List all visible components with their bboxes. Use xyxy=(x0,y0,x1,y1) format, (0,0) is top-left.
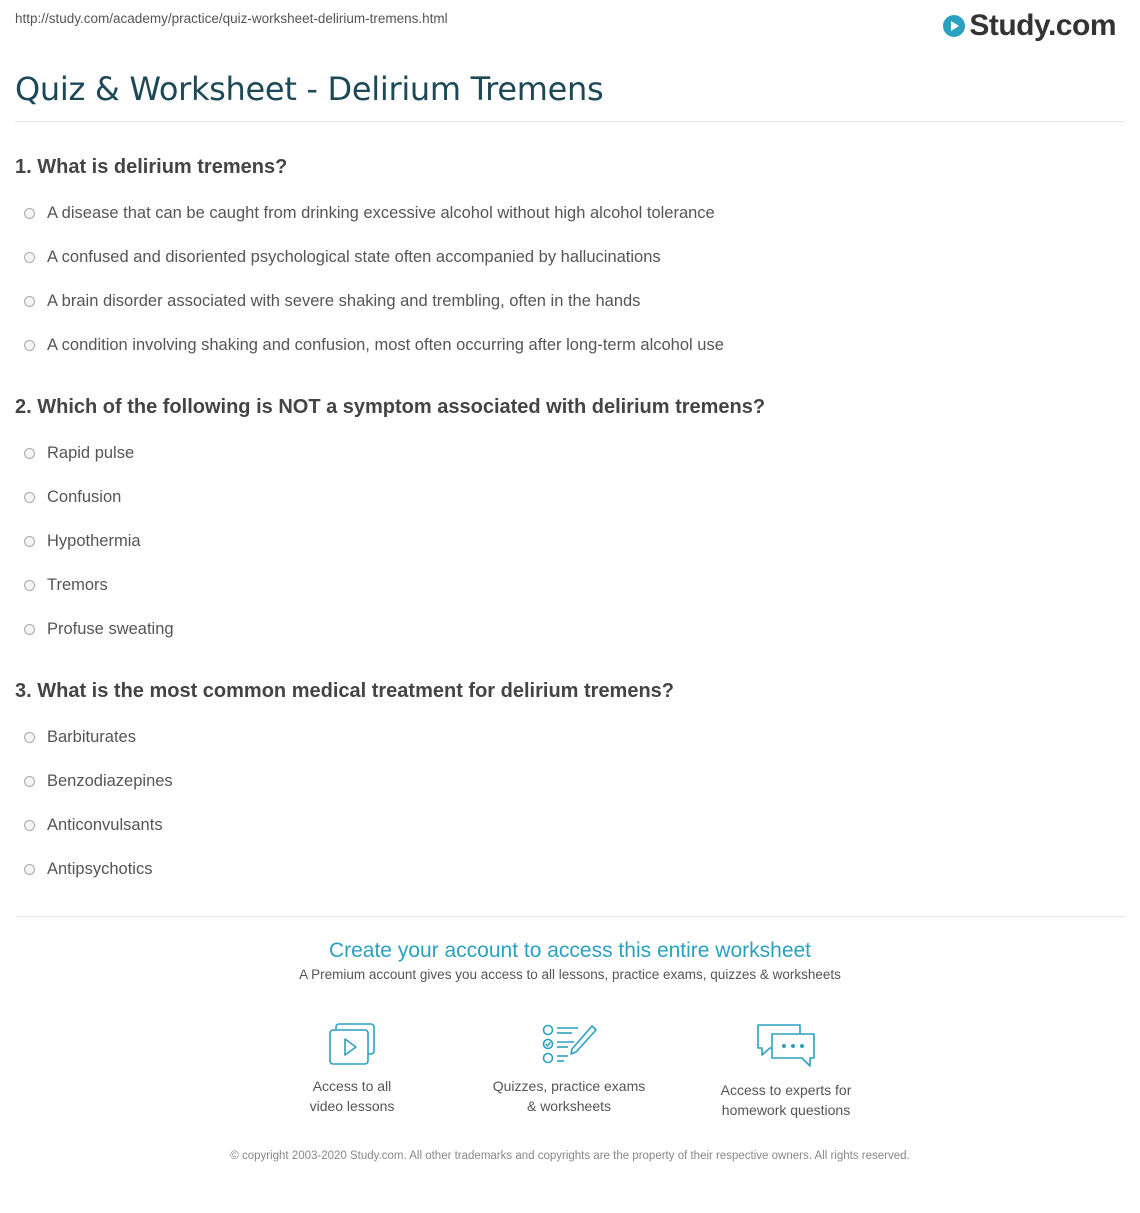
answer-label: Barbiturates xyxy=(47,727,136,746)
section-divider xyxy=(15,916,1125,917)
radio-icon[interactable] xyxy=(24,252,35,263)
answer-option[interactable] xyxy=(15,323,1125,367)
answer-label: Tremors xyxy=(47,575,108,594)
question-2 xyxy=(15,393,1125,651)
radio-icon[interactable] xyxy=(24,732,35,743)
answer-options xyxy=(15,431,1125,651)
answer-label: Antipsychotics xyxy=(47,859,153,878)
feature-experts xyxy=(696,1022,876,1120)
feature-label: Access to all video lessons xyxy=(309,1078,395,1114)
page-url: http://study.com/academy/practice/quiz-worksheet-delirium-tremens.html xyxy=(15,11,448,26)
answer-label: A brain disorder associated with severe shaking and trembling, often in the hands xyxy=(47,291,641,310)
premium-cta xyxy=(0,939,1140,982)
feature-label: Access to experts for homework questions xyxy=(720,1082,852,1118)
feature-quizzes xyxy=(479,1022,659,1116)
question-3 xyxy=(15,677,1125,891)
answer-label: Benzodiazepines xyxy=(47,771,173,790)
answer-label: A disease that can be caught from drinking excessive alcohol without high alcohol tolerance xyxy=(47,203,715,222)
answer-option[interactable] xyxy=(15,279,1125,323)
answer-option[interactable] xyxy=(15,235,1125,279)
radio-icon[interactable] xyxy=(24,776,35,787)
copyright-notice: © copyright 2003-2020 Study.com. All other trademarks and copyrights are the property of their respective owners. All rights reserved. xyxy=(230,1150,910,1162)
page-title: Quiz & Worksheet - Delirium Tremens xyxy=(15,70,604,108)
radio-icon[interactable] xyxy=(24,864,35,875)
radio-icon[interactable] xyxy=(24,492,35,503)
radio-icon[interactable] xyxy=(24,536,35,547)
radio-icon[interactable] xyxy=(24,208,35,219)
answer-label: Hypothermia xyxy=(47,531,141,550)
logo-text: Study.com xyxy=(969,9,1116,42)
cta-subheading: A Premium account gives you access to all lessons, practice exams, quizzes & worksheets xyxy=(299,967,841,982)
answer-option[interactable] xyxy=(15,475,1125,519)
question-text: 1. What is delirium tremens? xyxy=(15,156,288,178)
question-text: 3. What is the most common medical treatment for delirium tremens? xyxy=(15,680,675,702)
cta-heading[interactable]: Create your account to access this entire worksheet xyxy=(328,939,812,962)
answer-label: Anticonvulsants xyxy=(47,815,163,834)
radio-icon[interactable] xyxy=(24,624,35,635)
radio-icon[interactable] xyxy=(24,448,35,459)
answer-option[interactable] xyxy=(15,191,1125,235)
feature-label: Quizzes, practice exams & worksheets xyxy=(492,1078,646,1114)
answer-label: Confusion xyxy=(47,487,122,506)
answer-option[interactable] xyxy=(15,431,1125,475)
answer-label: A confused and disoriented psychological state often accompanied by hallucinations xyxy=(47,247,661,266)
radio-icon[interactable] xyxy=(24,820,35,831)
question-1 xyxy=(15,153,1125,367)
answer-label: Profuse sweating xyxy=(47,619,174,638)
answer-option[interactable] xyxy=(15,847,1125,891)
top-bar xyxy=(15,11,1116,45)
study-logo[interactable] xyxy=(943,11,1116,41)
answer-option[interactable] xyxy=(15,759,1125,803)
title-divider xyxy=(15,121,1125,122)
radio-icon[interactable] xyxy=(24,296,35,307)
answer-options xyxy=(15,715,1125,891)
answer-label: Rapid pulse xyxy=(47,443,135,462)
answer-option[interactable] xyxy=(15,607,1125,651)
question-text: 2. Which of the following is NOT a symptom associated with delirium tremens? xyxy=(15,396,766,418)
play-circle-icon xyxy=(943,15,965,37)
feature-video-lessons xyxy=(262,1022,442,1116)
answer-option[interactable] xyxy=(15,519,1125,563)
answer-option[interactable] xyxy=(15,563,1125,607)
answer-option[interactable] xyxy=(15,803,1125,847)
feature-list xyxy=(0,1022,1140,1122)
radio-icon[interactable] xyxy=(24,580,35,591)
quiz-checklist-icon xyxy=(540,1022,598,1066)
radio-icon[interactable] xyxy=(24,340,35,351)
answer-option[interactable] xyxy=(15,715,1125,759)
chat-bubbles-icon xyxy=(754,1022,818,1070)
answer-options xyxy=(15,191,1125,367)
answer-label: A condition involving shaking and confusion, most often occurring after long-term alcohol use xyxy=(47,335,724,354)
video-lessons-icon xyxy=(327,1022,377,1066)
